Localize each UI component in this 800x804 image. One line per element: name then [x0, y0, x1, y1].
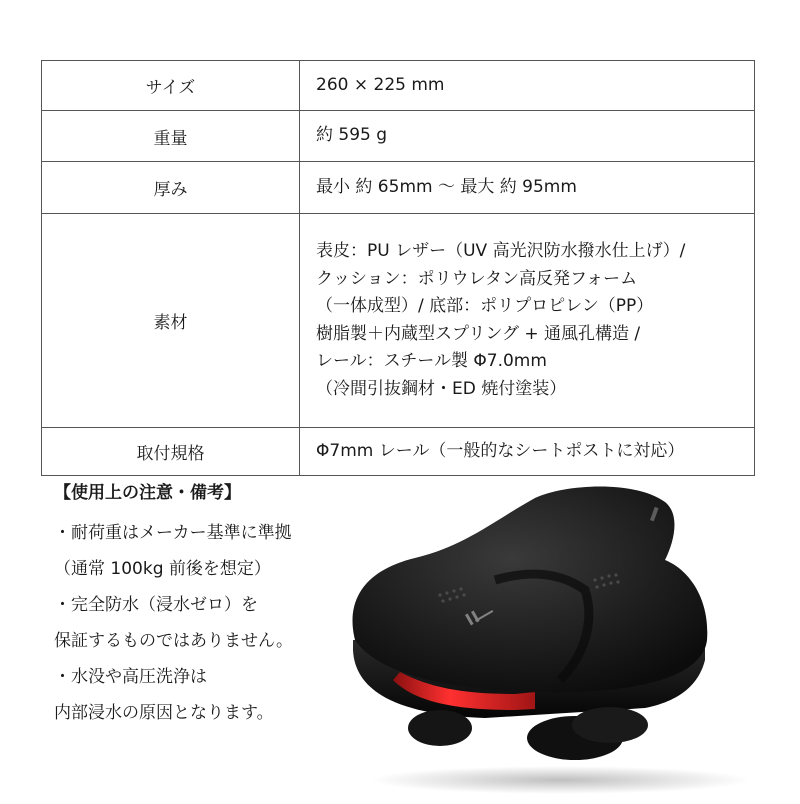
note-line: ・完全防水（浸水ゼロ）を [54, 595, 258, 615]
spec-value-line: （一体成型）/ 底部：ポリプロピレン（PP） [316, 296, 654, 316]
spec-value-line: （冷間引抜鋼材・ED 焼付塗装） [316, 378, 567, 399]
table-row [42, 214, 755, 428]
spec-value-line: レール：スチール製 Φ7.0mm [316, 351, 547, 371]
spec-label-weight: 重量 [42, 111, 300, 162]
note-line: （通常 100kg 前後を想定） [54, 559, 271, 579]
spec-value-thickness [300, 162, 755, 214]
spec-label-material: 素材 [42, 214, 300, 428]
spec-label-size: サイズ [42, 61, 300, 111]
table-row [42, 111, 755, 162]
spec-value-line: 約 595 g [316, 125, 388, 146]
note-line: ・水没や高圧洗浄は [54, 667, 207, 687]
spec-value-mount [300, 428, 755, 476]
spec-label-mount: 取付規格 [42, 428, 300, 476]
spec-value-weight [300, 111, 755, 162]
note-line: 内部浸水の原因となります。 [54, 703, 274, 723]
spec-value-material [300, 214, 755, 428]
spec-table [41, 60, 755, 476]
table-row [42, 61, 755, 111]
usage-notes [54, 478, 374, 731]
spec-value-line: 樹脂製＋内蔵型スプリング + 通風孔構造 / [316, 323, 641, 344]
table-row [42, 162, 755, 214]
spec-value-line: 最小 約 65mm 〜 最大 約 95mm [316, 176, 577, 197]
spec-value-line: クッション：ポリウレタン高反発フォーム [316, 268, 638, 289]
spec-value-line: 260 × 225 mm [316, 74, 445, 95]
notes-title: 【使用上の注意・備考】 [54, 483, 241, 503]
bicycle-saddle-photo-icon [345, 480, 800, 800]
spec-value-size [300, 61, 755, 111]
spec-value-line: Φ7mm レール（一般的なシートポストに対応） [316, 440, 685, 461]
spec-value-line: 表皮：PU レザー（UV 高光沢防水撥水仕上げ）/ [316, 241, 686, 261]
spec-label-thickness: 厚み [42, 162, 300, 214]
note-line: ・耐荷重はメーカー基準に準拠 [54, 523, 292, 543]
note-line: 保証するものではありません。 [54, 631, 294, 651]
table-row [42, 428, 755, 476]
